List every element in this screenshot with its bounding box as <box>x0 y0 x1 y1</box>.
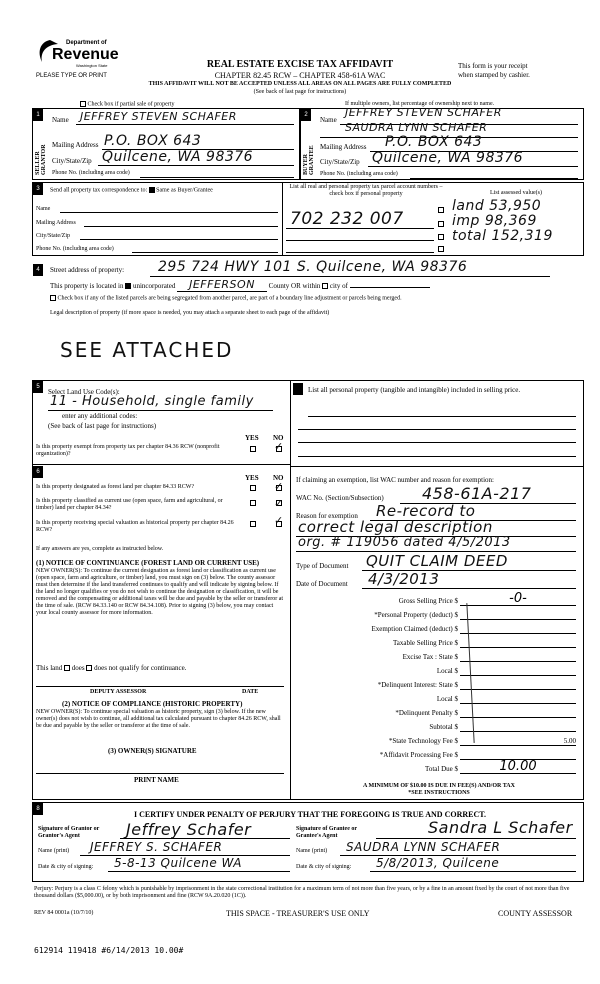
send-all-label: Send all property tax correspondence to: <box>50 187 148 194</box>
current-use-yes-checkbox[interactable] <box>250 500 256 506</box>
grantee-signature: Sandra L Schafer <box>428 818 573 837</box>
section-6-badge: 6 <box>33 466 43 478</box>
grantee-phone-label: Phone No. (including area code) <box>320 171 398 177</box>
current-use-question: Is this property classified as current use (open space, farm and agricultural, or timber) land per chapter 84.34? <box>36 498 223 511</box>
city-of-label: city of <box>329 282 348 290</box>
section-3-badge: 3 <box>33 183 43 195</box>
assessed-total: total 152,319 <box>452 228 553 244</box>
fee-row <box>296 692 582 706</box>
grantor-mailing-value: P.O. BOX 643 <box>104 133 202 149</box>
forest-yes-checkbox[interactable] <box>250 485 256 491</box>
grantee-name-value-1: JEFFREY STEVEN SCHAFER <box>345 106 502 119</box>
recording-stamp: 612914 119418 #6/14/2013 10.00# <box>34 946 184 955</box>
fee-row <box>296 678 582 692</box>
parcel-checkbox-4[interactable] <box>438 246 444 252</box>
print-name-label: PRINT NAME <box>134 776 179 784</box>
parcel-checkbox-1[interactable] <box>438 207 444 213</box>
yes-header-5: YES <box>245 434 259 442</box>
legal-desc-label: Legal description of property (if more space is needed, you may attach a separate sheet to each page of the affidavit) <box>50 310 330 316</box>
fee-value[interactable]: -0- <box>460 592 576 606</box>
section-4-badge: 4 <box>33 264 43 276</box>
seller-grantor-label: SELLER GRANTOR <box>35 144 47 175</box>
land-use-label: Select Land Use Code(s): <box>48 388 120 396</box>
dept-line: Department of <box>66 40 107 46</box>
section-2-badge: 2 <box>301 109 311 121</box>
forest-question: Is this property designated as forest land per chapter 84.33 RCW? <box>36 484 195 490</box>
street-value: 295 724 HWY 101 S. Quilcene, WA 98376 <box>158 259 468 275</box>
corr-mailing-label: Mailing Address <box>36 220 76 226</box>
minimum-due: A MINIMUM OF $10.00 IS DUE IN FEE(S) AND/OR TAX <box>363 783 515 789</box>
fee-label: Subtotal $ <box>429 723 458 731</box>
claiming-label: If claiming an exemption, list WAC number and reason for exemption: <box>296 476 494 484</box>
grantor-name-print-label: Name (print) <box>38 848 70 854</box>
parcel-checkbox-3[interactable] <box>438 234 444 240</box>
fee-value[interactable] <box>460 709 576 718</box>
same-as-label: Same as Buyer/Grantee <box>156 187 213 194</box>
please-type: PLEASE TYPE OR PRINT <box>36 73 107 79</box>
form-chapter: CHAPTER 82.45 RCW – CHAPTER 458-61A WAC <box>214 71 386 80</box>
fee-row <box>296 759 582 776</box>
grantor-mailing-label: Mailing Address <box>52 141 99 149</box>
certify-statement: I CERTIFY UNDER PENALTY OF PERJURY THAT THE FOREGOING IS TRUE AND CORRECT. <box>133 810 486 819</box>
reason-label: Reason for exemption <box>296 512 358 520</box>
additional-codes-label: enter any additional codes: <box>62 412 138 420</box>
form-title: REAL ESTATE EXCISE TAX AFFIDAVIT <box>206 59 394 70</box>
wac-value: 458-61A-217 <box>422 484 532 503</box>
fees-table <box>296 591 582 776</box>
notice2-body: NEW OWNER(S): To continue special valuation as historic property, sign (3) below. If the new owner(s) does not wish to continue, all additional tax calculated pursuant to chapter 84.26 RCW, shall be due and payable by the seller or transferor at the time of sale. <box>36 709 281 729</box>
fee-value[interactable] <box>460 681 576 690</box>
fee-label: *Delinquent Interest: State $ <box>377 681 458 689</box>
grantee-name-print: SAUDRA LYNN SCHAFER <box>346 840 501 854</box>
grantee-name-value-2: SAUDRA LYNN SCHAFER <box>345 121 488 134</box>
fee-label: *Personal Property (deduct) $ <box>374 611 458 619</box>
county-assessor: COUNTY ASSESSOR <box>498 909 573 918</box>
fee-label: *State Technology Fee $ <box>388 737 458 745</box>
buyer-grantee-label: BUYER GRANTEE <box>303 145 315 175</box>
fee-row <box>296 636 582 650</box>
section-6-no-marks: ✓ ✓ ✓ <box>274 480 284 527</box>
grantor-signature: Jeffrey Schafer <box>126 820 252 839</box>
parcel-header: List all real and personal property tax parcel account numbers – check box if personal property <box>289 184 443 197</box>
owner-sig-label: (3) OWNER(S) SIGNATURE <box>108 747 197 755</box>
reason-line-3: org. # 119056 dated 4/5/2013 <box>298 535 511 550</box>
grantor-phone-label: Phone No. (including area code) <box>52 170 130 176</box>
personal-property-label: List all personal property (tangible and intangible) included in selling price. <box>308 386 521 394</box>
segregated-row <box>50 295 402 302</box>
fee-value[interactable] <box>460 667 576 676</box>
if-yes-note: If any answers are yes, complete as instructed below. <box>36 546 164 552</box>
notice1-title: (1) NOTICE OF CONTINUANCE (FOREST LAND OR CURRENT USE) <box>36 559 260 567</box>
fee-label: *Affidavit Processing Fee $ <box>379 751 458 759</box>
grantor-name-value: JEFFREY STEVEN SCHAFER <box>80 110 237 123</box>
section-8-badge: 8 <box>33 803 43 815</box>
does-not-label: does not <box>94 664 118 672</box>
does-label: does <box>71 664 85 672</box>
segregated-checkbox[interactable] <box>50 295 56 301</box>
receipt-note-1: This form is your receipt <box>458 62 528 70</box>
grantee-mailing-value: P.O. BOX 643 <box>385 134 483 150</box>
send-all-row <box>50 187 213 194</box>
location-row <box>50 278 430 291</box>
type-of-document-label: Type of Document <box>296 562 349 570</box>
exempt-no-check-mark: ✓ <box>274 440 284 453</box>
date-of-document-label: Date of Document <box>296 580 348 588</box>
fee-row <box>296 650 582 664</box>
exempt-yes-checkbox[interactable] <box>250 446 256 452</box>
see-attached: SEE ATTACHED <box>60 338 234 362</box>
treasurer-use: THIS SPACE - TREASURER'S USE ONLY <box>226 909 370 918</box>
grantee-city-label: City/State/Zip <box>320 158 360 166</box>
reason-line-1: Re-record to <box>376 502 476 520</box>
fee-row <box>296 706 582 720</box>
wac-label: WAC No. (Section/Subsection) <box>296 494 384 502</box>
fee-row <box>296 622 582 636</box>
deputy-date-label: DATE <box>242 689 259 695</box>
section-7-badge <box>293 383 303 395</box>
notice1-body: NEW OWNER(S): To continue the current designation as forest land or classification as current use (open space, farm and agriculture, or timber) land, you must sign on (3) below. The county assessor must then determine if the land transferred continues to qualify and will indicate by signing below. If the land no longer qualifies or you do not wish to continue the designation or classification, it will be removed and the compensating or additional taxes will be due and payable by the seller or transferor at the time of sale. (RCW 84.33.140 or RCW 84.34.108). Prior to signing (3) below, you may contact your local county assessor for more information. <box>36 568 284 616</box>
deputy-assessor-label: DEPUTY ASSESSOR <box>90 689 147 695</box>
revenue-logo <box>36 38 119 70</box>
unincorporated-label: unincorporated <box>132 282 176 290</box>
type-of-document-value: QUIT CLAIM DEED <box>366 552 508 570</box>
located-in-label: This property is located in <box>50 282 124 290</box>
fee-value[interactable]: 5.00 <box>460 737 576 746</box>
yes-header-6: YES <box>245 474 259 482</box>
grantor-name-label: Name <box>52 116 69 124</box>
does-not-checkbox[interactable] <box>86 665 92 671</box>
this-land-label: This land <box>36 664 63 672</box>
fee-value[interactable] <box>460 639 576 648</box>
see-instructions: *SEE INSTRUCTIONS <box>408 790 470 796</box>
grantee-mailing-label: Mailing Address <box>320 143 367 151</box>
grantee-date-label: Date & city of signing: <box>296 864 352 870</box>
assessed-imp: imp 98,369 <box>452 213 537 229</box>
grantor-name-print: JEFFREY S. SCHAFER <box>90 840 223 854</box>
notice2-title: (2) NOTICE OF COMPLIANCE (HISTORIC PROPERTY) <box>62 700 243 708</box>
corr-name-label: Name <box>36 206 51 212</box>
reason-line-2: correct legal description <box>298 518 493 536</box>
fee-row <box>296 734 582 748</box>
county-value: JEFFERSON <box>177 278 267 292</box>
section-1-badge: 1 <box>33 109 43 121</box>
fee-row <box>296 608 582 622</box>
does-checkbox[interactable] <box>64 665 70 671</box>
same-as-grantee-checkbox[interactable] <box>149 187 155 193</box>
rev-number: REV 84 0001a (10/7/10) <box>34 910 94 916</box>
fee-row <box>296 591 582 608</box>
grantor-city-label: City/State/Zip <box>52 157 92 165</box>
brand-name: Revenue <box>52 46 119 63</box>
street-label: Street address of property: <box>50 266 125 274</box>
partial-sale-checkbox[interactable] <box>80 101 86 107</box>
see-back-5: (See back of last page for instructions) <box>48 422 157 430</box>
perjury-notice: Perjury: Perjury is a class C felony which is punishable by imprisonment in the state correctional institution for a maximum term of not more than five years, or by a fine in an amount fixed by the court of not more than five thousand dollars ($5,000.00), or by both imprisonment and fine (RCW 9A.20.020 (1C)). <box>34 886 570 899</box>
land-use-value: 11 - Household, single family <box>50 394 254 409</box>
grantor-date-label: Date & city of signing: <box>38 864 94 870</box>
grantor-date-value: 5-8-13 Quilcene WA <box>114 856 242 870</box>
corr-city-label: City/State/Zip <box>36 233 70 239</box>
fee-label: Total Due $ <box>425 765 458 773</box>
assessed-land: land 53,950 <box>452 198 542 214</box>
within-city-checkbox[interactable] <box>322 283 328 289</box>
fee-value[interactable] <box>460 625 576 634</box>
grantee-sig-label: Signature of Grantee or Grantee's Agent <box>296 826 357 839</box>
partial-sale-label: Check box if partial sale of property <box>87 101 175 108</box>
historic-yes-checkbox[interactable] <box>250 521 256 527</box>
assessed-header: List assessed value(s) <box>490 190 542 196</box>
fee-value[interactable] <box>460 611 576 620</box>
grantee-name-label: Name <box>320 116 337 124</box>
section-5-badge: 5 <box>33 381 43 393</box>
fee-label: Gross Selling Price $ <box>398 597 458 605</box>
multiple-owners-note: If multiple owners, list percentage of ownership next to name. <box>345 101 495 107</box>
fee-label: *Delinquent Penalty $ <box>395 709 458 717</box>
grantor-sig-label: Signature of Grantor or Grantor's Agent <box>38 826 100 839</box>
fee-label: Taxable Selling Price $ <box>392 639 458 647</box>
fee-value[interactable] <box>460 695 576 704</box>
fee-value[interactable]: 10.00 <box>460 760 576 774</box>
fee-row <box>296 664 582 678</box>
fee-row <box>296 720 582 734</box>
brand-state: Washington State <box>76 63 108 68</box>
exempt-question: Is this property exempt from property tax per chapter 84.36 RCW (nonprofit organization)? <box>36 444 220 457</box>
corr-phone-label: Phone No. (including area code) <box>36 246 114 252</box>
parcel-number: 702 232 007 <box>290 209 404 229</box>
no-header-6: NO <box>273 474 284 482</box>
fee-label: Local $ <box>436 667 458 675</box>
not-accepted: THIS AFFIDAVIT WILL NOT BE ACCEPTED UNLESS ALL AREAS ON ALL PAGES ARE FULLY COMPLETED <box>148 81 452 87</box>
fee-label: Exemption Claimed (deduct) $ <box>371 625 458 633</box>
qualify-label: qualify for continuance. <box>119 664 187 672</box>
county-or-label: County OR within <box>268 282 321 290</box>
fee-value[interactable] <box>460 723 576 732</box>
unincorporated-checkbox[interactable] <box>125 283 131 289</box>
parcel-checkbox-2[interactable] <box>438 221 444 227</box>
date-of-document-value: 4/3/2013 <box>368 570 440 588</box>
segregated-label: Check box if any of the listed parcels are being segregated from another parcel, are part of a boundary line adjustment or parcels being merged. <box>57 295 402 302</box>
grantee-name-print-label: Name (print) <box>296 848 328 854</box>
see-back-header: (See back of last page for instructions) <box>253 89 347 95</box>
fee-label: Excise Tax : State $ <box>402 653 458 661</box>
this-land-row <box>36 664 186 672</box>
fee-value[interactable] <box>460 653 576 662</box>
grantor-city-value: Quilcene, WA 98376 <box>102 149 254 165</box>
no-header-5: NO <box>273 434 284 442</box>
grantee-city-value: Quilcene, WA 98376 <box>372 150 524 166</box>
receipt-note-2: when stamped by cashier. <box>458 71 530 79</box>
fee-label: Local $ <box>436 695 458 703</box>
grantee-date-value: 5/8/2013, Quilcene <box>376 856 500 870</box>
historic-question: Is this property receiving special valuation as historical property per chapter 84.26 RCW? <box>36 520 234 533</box>
